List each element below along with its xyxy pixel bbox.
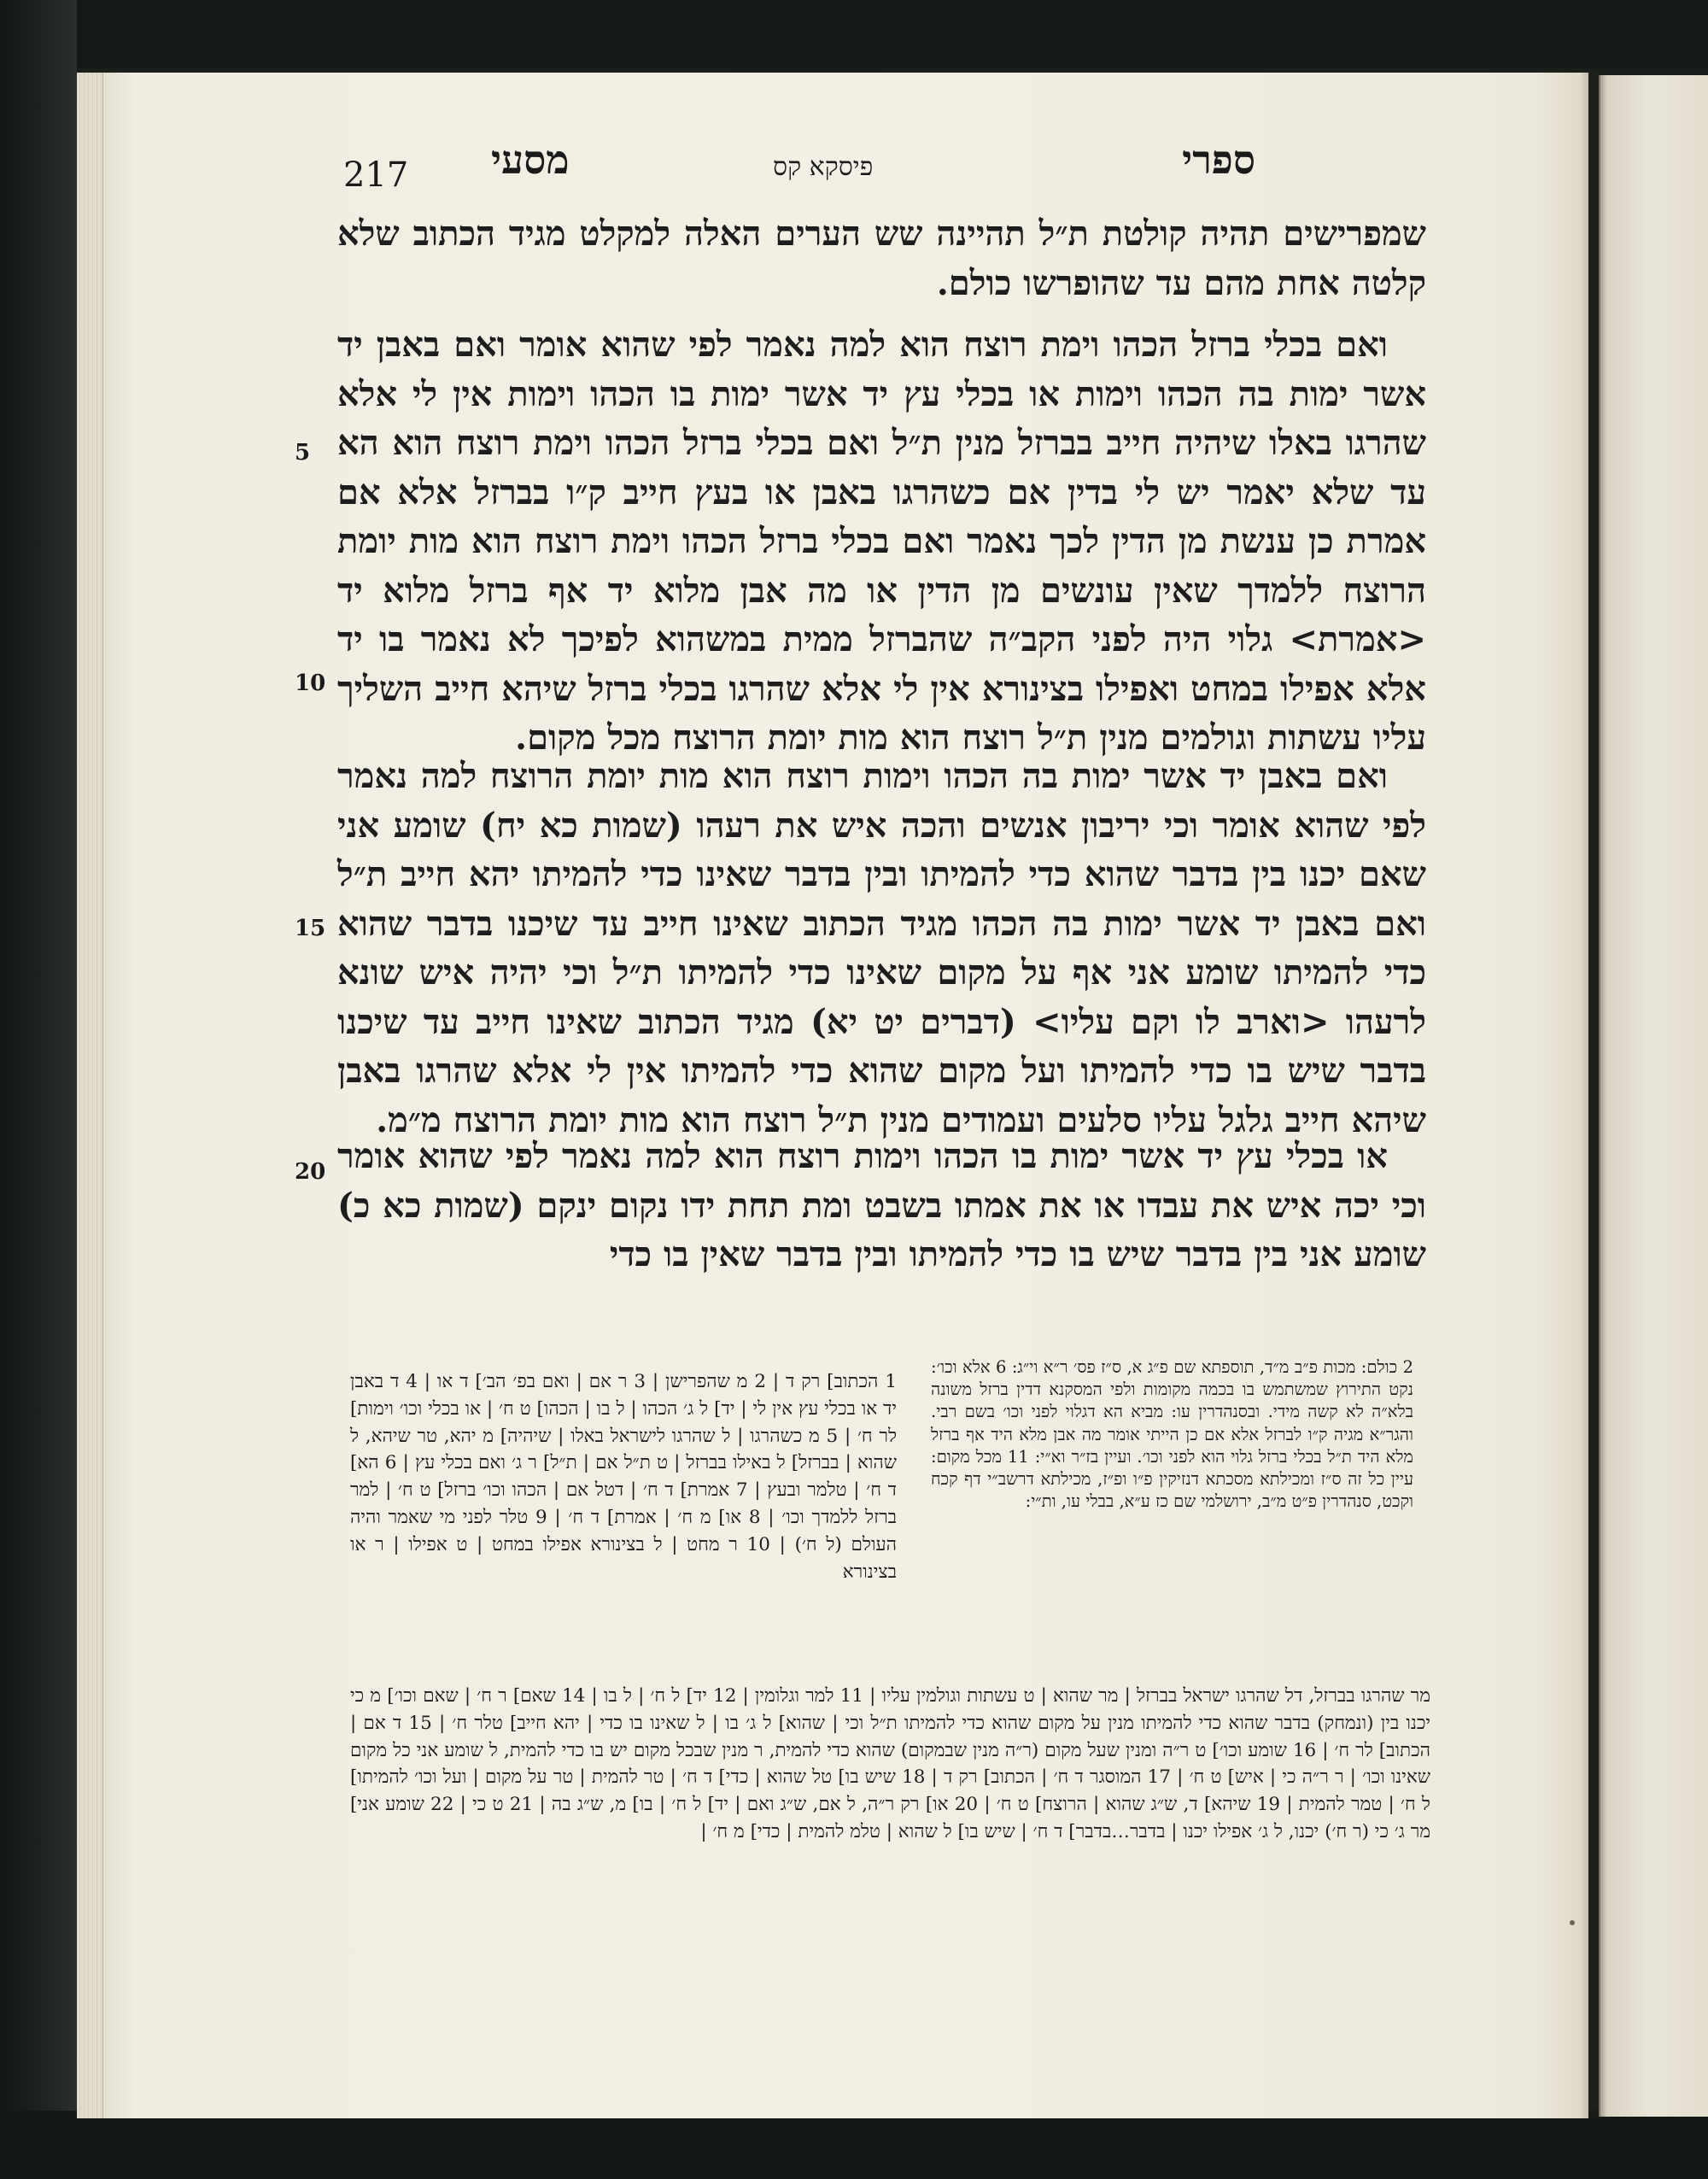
page-edges xyxy=(77,73,103,2118)
book-cover-bottom xyxy=(0,2111,1708,2179)
line-number: 10 xyxy=(295,671,326,696)
line-number: 20 xyxy=(295,1159,326,1185)
main-paragraph: ואם באבן יד אשר ימות בה הכהו וימות רוצח הוא מות יומת הרוצח למה נאמר לפי שהוא אומר וכי יריבון אנשים והכה איש את רעהו (שמות כא יח) שומע אני שאם יכנו בין בדבר שהוא כדי להמיתו ובין בדבר שאינו כדי להמיתו יהא חייב ת״ל ואם באבן יד אשר ימות בה הכהו מגיד הכתוב שאינו חייב עד שיכנו בדבר שהוא כדי להמיתו שומע אני אף על מקום שאינו כדי להמיתו ת״ל וכי יהיה איש שונא לרעהו <וארב לו וקם עליו> (דברים יט יא) מגיד הכתוב שאינו חייב עד שיכנו בדבר שיש בו כדי להמיתו ועל מקום שהוא כדי להמיתו אין לי אלא שהרגו באבן שיהא חייב גלגל עליו סלעים ועמודים מנין ת״ל רוצח הוא מות יומת הרוצח מ״מ. xyxy=(337,756,1427,1140)
running-head-piska: פיסקא קס xyxy=(773,152,874,182)
next-page-edge xyxy=(1599,75,1708,2117)
footnote-variants-text-continued: מר שהרגו בברזל, דל שהרגו ישראל בברזל | מר שהוא | ט עשתות וגולמין עליו | 11 למר וגלומין | 12 יד] ל ח׳ | ל בו | 14 שאם] ר ח׳ | שאם וכו׳] מ כי יכנו בין (ונמחק) בדבר שהוא כדי להמיתו מנין על מקום שהוא כדי להמיתו ת״ל וכי | שהוא] ל ג׳ בו | ל שאינו בו כדי | יהא חייב] טלר ח׳ | 15 ד אם | הכתוב] לר ח׳ | 16 שומע וכו׳] ט ר״ה ומנין שעל מקום (ר״ה מנין שבמקום) שהוא כדי להמית, ר מנין שבכל מקום יש בו כדי להמית, ל שומע אני כל מקום שאינו וכו׳ | ר ר״ה כי | איש] ט ח׳ | 17 המוסגר ד ח׳ | הכתוב] רק ד | 18 שיש בו] טל שהוא | כדי] ד ח׳ | טר להמית | טר על מקום | ועל וכו׳ להמיתו] ל ח׳ | טמר להמית | 19 שיהא] ד, ש״ג שהוא | הרוצח] ט ח׳ | 20 או] רק ר״ה, ל אם, ש״ג ואם | יד] ל ח׳ | בו] מ, ש״ג בה | 21 ט כי | 22 שומע אני] מר ג׳ כי (ר ח׳) יכנו, ל ג׳ אפילו יכנו | בדבר…בדבר] ד ח׳ | שיש בו] ל שהוא | טלמ להמית | כדי] מ ח׳ | xyxy=(350,1685,1431,1842)
line-number: 15 xyxy=(295,916,326,941)
footnotes-variants-full xyxy=(350,1683,1430,1846)
gutter-shadow xyxy=(1580,73,1600,2118)
line-number: 5 xyxy=(295,440,311,466)
book-cover-top xyxy=(0,0,1708,68)
main-paragraph: או בכלי עץ יד אשר ימות בו הכהו וימות רוצח הוא למה נאמר לפי שהוא אומר וכי יכה איש את עבדו או את אמתו בשבט ומת תחת ידו נקום ינקם (שמות כא כ) שומע אני בין בדבר שיש בו כדי להמיתו ובין בדבר שאין בו כדי xyxy=(337,1136,1426,1274)
footnotes-sources-column xyxy=(931,1356,1413,1513)
footnotes-variants-column xyxy=(350,1368,897,1585)
running-head-book: ספרי xyxy=(1182,137,1255,183)
running-head-parsha: מסעי xyxy=(491,137,570,183)
page-mark xyxy=(1570,1920,1575,1925)
page-number: 217 xyxy=(343,155,409,195)
main-paragraph: שמפרישים תהיה קולטת ת״ל תהיינה שש הערים האלה למקלט מגיד הכתוב שלא קלטה אחת מהם עד שהופרשו כולם. xyxy=(337,214,1426,303)
footnote-variants-text: 1 הכתוב] רק ד | 2 מ שהפרישן | 3 ר אם | ואם בפ׳ הב׳] ד או | 4 ד באבן יד או בכלי עץ אין לי | יד] ל ג׳ הכהו | ל בו | הכהו] ט ח׳ | או בכלי וכו׳ וימות] לר ח׳ | 5 מ כשהרגו | ל שהרגו לישראל באלו | שיהיה] מ יהא, טר שיהא, ל שהוא | בברזל] ל באילו בברזל | ט ת״ל אם | ת״ל] ר ג׳ ואם בכלי עץ | 6 הא] ד ח׳ | טלמר ובעץ | 7 אמרת] ד ח׳ | דטל אם | הכהו וכו׳ ברזל] ט ח׳ | למר ברזל ללמדך וכו׳ | 8 או] מ ח׳ | אמרת] ד ח׳ | 9 טלר לפני מי שאמר והיה העולם (ל ח׳) | 10 ר מחט | ל בצינורא אפילו במחט | ט אפילו | ר או בצינורא xyxy=(350,1371,897,1583)
footnote-sources-text: 2 כולם: מכות פ״ב מ״ד, תוספתא שם פ״ג א, ס״ז פס׳ ר״א וי״ג: 6 אלא וכו׳: נקט התירוץ שמשתמש בו בכמה מקומות ולפי המסקנא דדין ברזל משונה בלא״ה לא קשה מידי. ובסנהדרין עו: מביא הא דגלוי לפני וכו׳ בשם רבי. והגר״א מגיה ק״ו לברזל אלא אם כן הייתי אומר מה אבן מלא היד אף ברזל מלא היד ת״ל בכלי ברזל גלוי הוא לפני וכו׳. ועיין בז״ר וא״י: 11 מכל מקום: עיין כל זה ס״ז ומכילתא מסכתא דנזיקין פ״ו ופ״ז, מכילתא דרשב״י דף קכח וקכט, סנהדרין פ״ט מ״ב, ירושלמי שם כז ע״א, בבלי עו, ות״י: xyxy=(931,1357,1413,1512)
book-cover-left xyxy=(0,0,77,2179)
main-paragraph: ואם בכלי ברזל הכהו וימת רוצח הוא למה נאמר לפי שהוא אומר ואם באבן יד אשר ימות בה הכהו וימות או בכלי עץ יד אשר ימות בו הכהו וימות אין לי אלא שהרגו באלו שיהיה חייב בברזל מנין ת״ל ואם בכלי ברזל הכהו וימת רוצח הוא הא עד שלא יאמר יש לי בדין אם כשהרגו באבן או בעץ חייב ק״ו בברזל אלא אם אמרת כן ענשת מן הדין לכך נאמר ואם בכלי ברזל הכהו וימת רוצח הוא מות יומת הרוצח ללמדך שאין עונשים מן הדין או מה אבן מלוא יד אף ברזל מלוא יד <אמרת> גלוי היה לפני הקב״ה שהברזל ממית במשהוא לפיכך לא נאמר בו יד אלא אפילו במחט ואפילו בצינורא אין לי אלא שהרגו בכלי ברזל שיהא חייב השליך עליו עשתות וגולמים מנין ת״ל רוצח הוא מות יומת הרוצח מכל מקום. xyxy=(337,325,1426,758)
